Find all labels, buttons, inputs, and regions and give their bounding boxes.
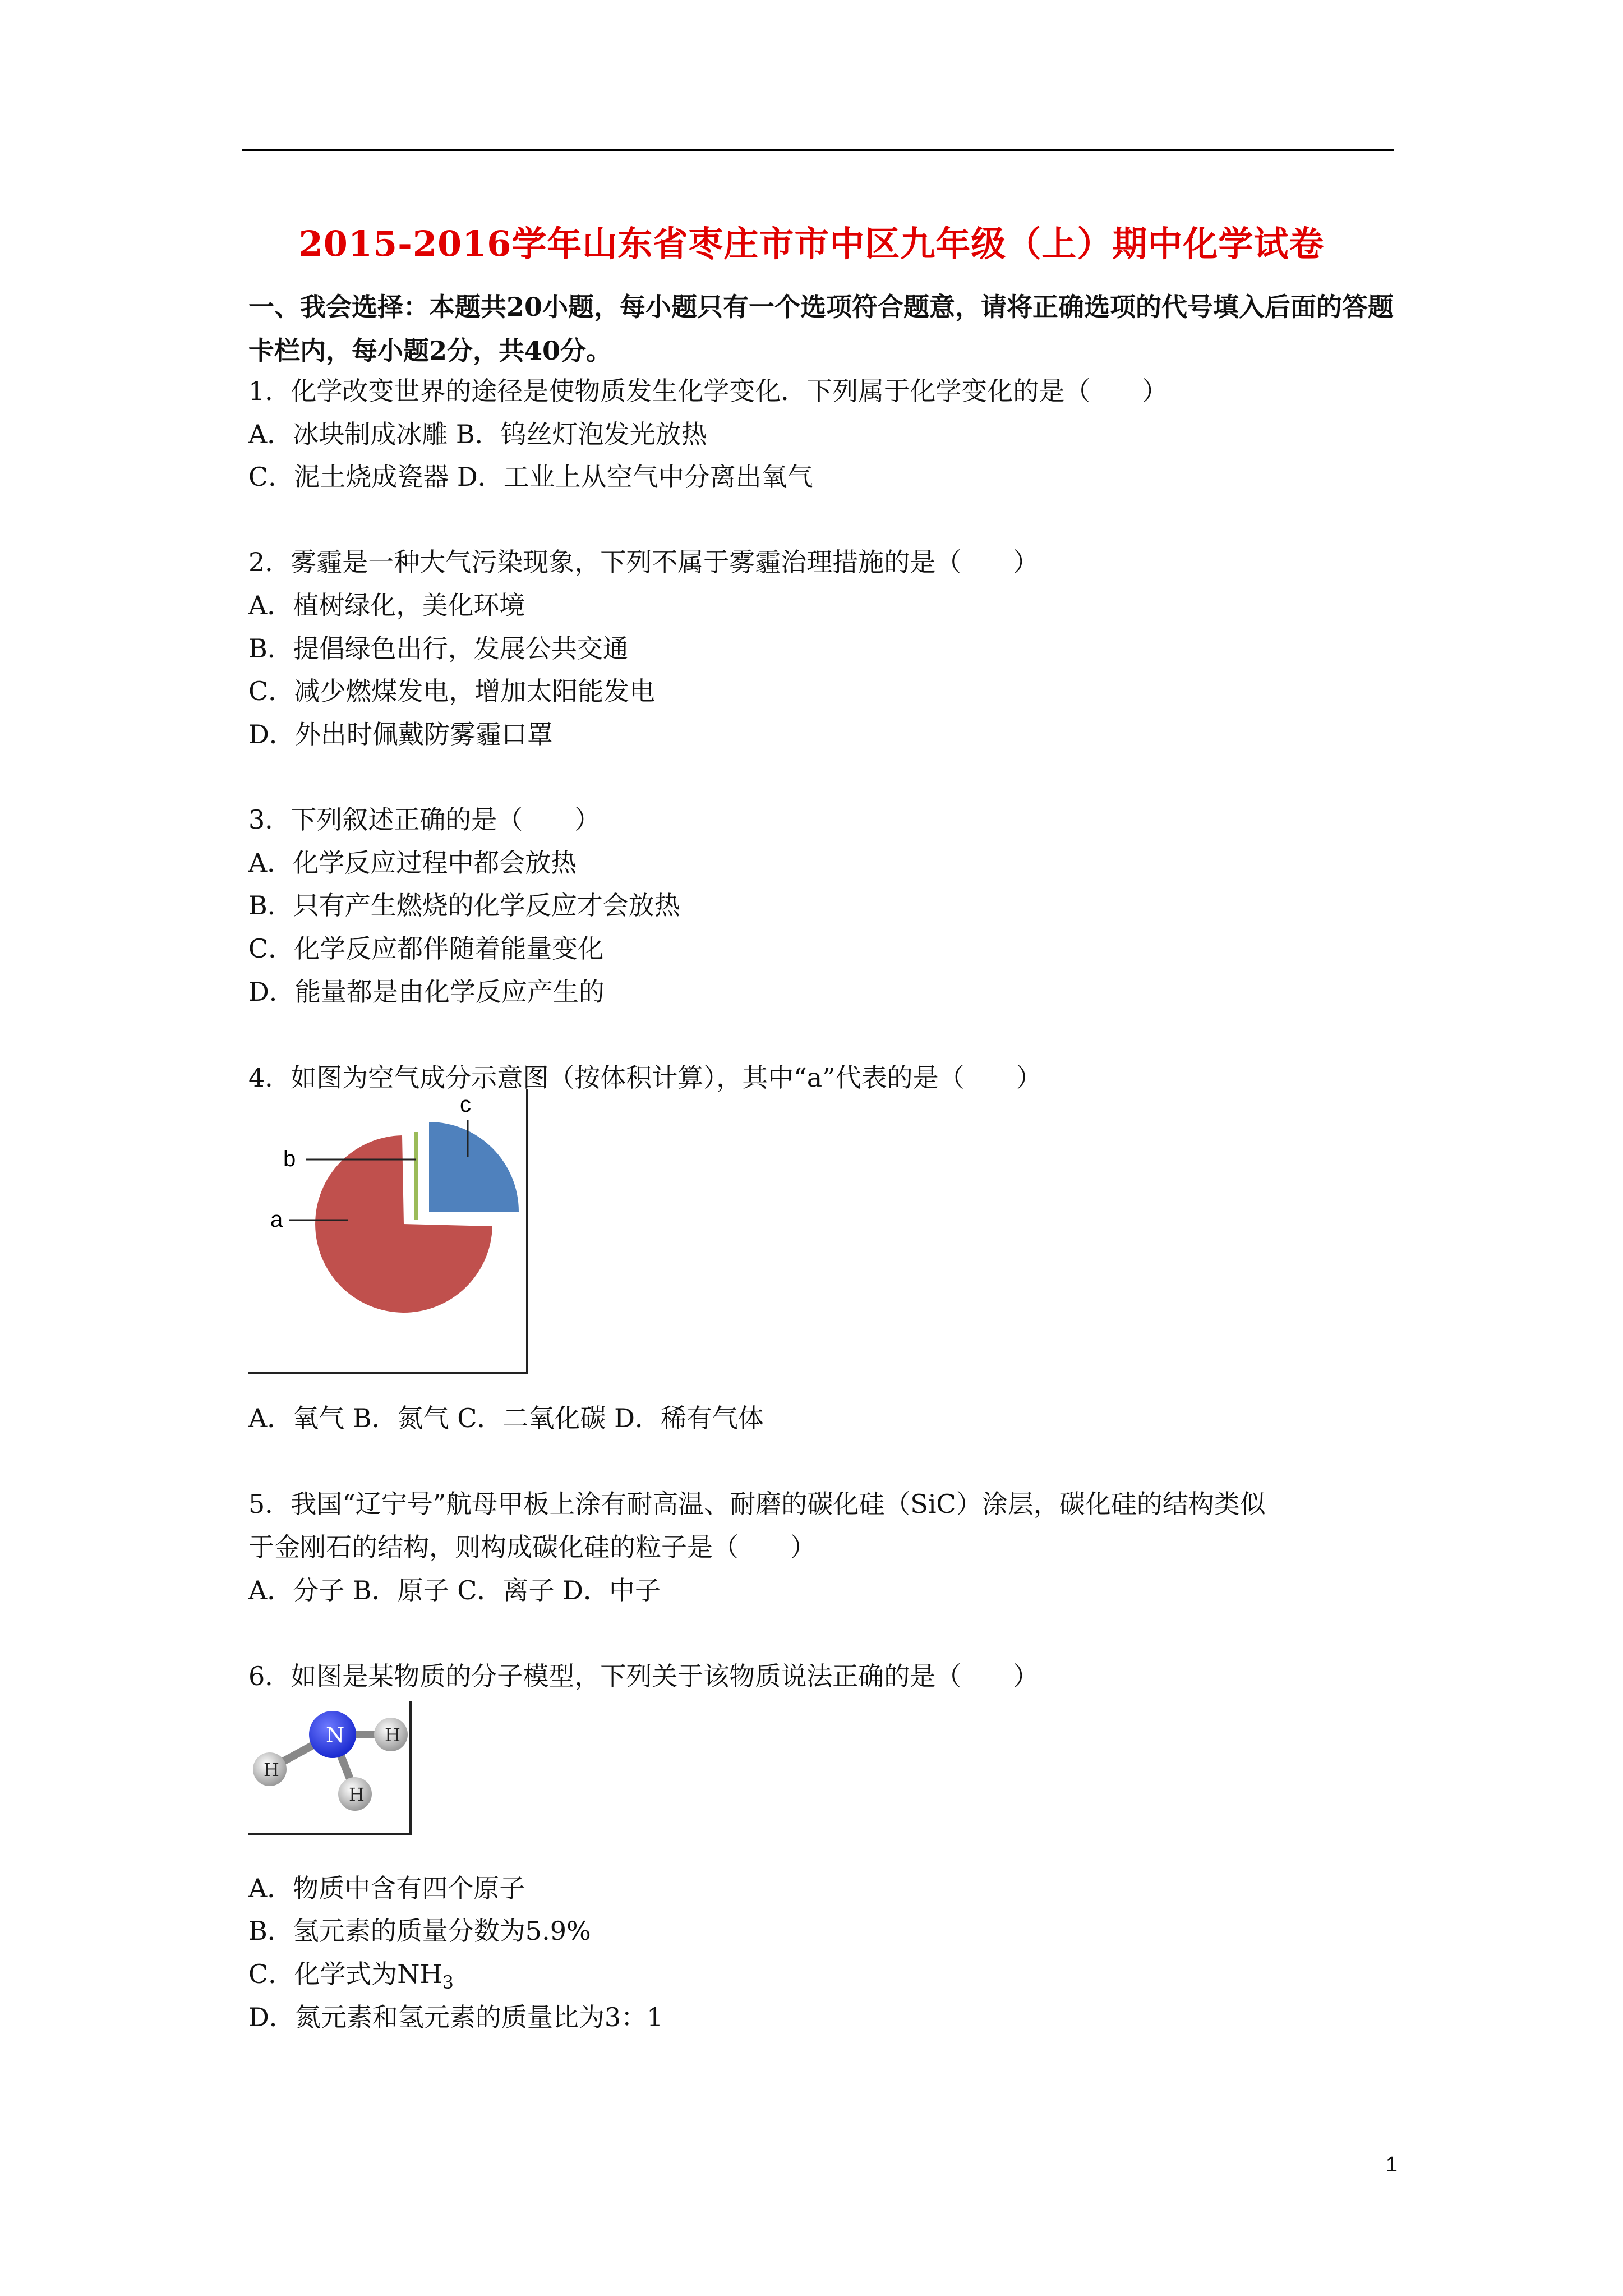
atom-label-n: N xyxy=(326,1723,345,1747)
q6-option-c-subscript: 3 xyxy=(442,1972,454,1993)
air-composition-figure xyxy=(236,1089,533,1384)
q6-option-a: A．物质中含有四个原子 xyxy=(248,1873,525,1903)
molecule-model xyxy=(248,1701,417,1837)
q2-stem: 2．雾霾是一种大气污染现象，下列不属于雾霾治理措施的是（ ） xyxy=(248,547,1039,577)
ammonia-molecule-figure xyxy=(248,1701,417,1837)
label-c: c xyxy=(460,1092,471,1117)
atom-label-h: H xyxy=(385,1724,400,1746)
pie-slice-b xyxy=(414,1132,418,1220)
q3-stem: 3．下列叙述正确的是（ ） xyxy=(248,804,601,835)
q3-option-b: B．只有产生燃烧的化学反应才会放热 xyxy=(248,890,680,921)
q2-option-c: C．减少燃煤发电，增加太阳能发电 xyxy=(248,676,656,706)
q1-options-cd: C．泥土烧成瓷器 D．工业上从空气中分离出氧气 xyxy=(248,462,813,492)
q5-stem-line1: 5．我国“辽宁号”航母甲板上涂有耐高温、耐磨的碳化硅（SiC）涂层，碳化硅的结构类似 xyxy=(248,1489,1266,1519)
q2-option-b: B．提倡绿色出行，发展公共交通 xyxy=(248,633,629,664)
pie-slice-c xyxy=(429,1122,519,1212)
q3-option-a: A．化学反应过程中都会放热 xyxy=(248,848,577,878)
q2-option-d: D．外出时佩戴防雾霾口罩 xyxy=(248,719,553,749)
label-a: a xyxy=(270,1207,283,1232)
q4-options: A．氧气 B．氮气 C．二氧化碳 D．稀有气体 xyxy=(248,1403,764,1433)
q5-stem-line2: 于金刚石的结构，则构成碳化硅的粒子是（ ） xyxy=(248,1532,816,1562)
q6-option-d: D．氮元素和氢元素的质量比为3：1 xyxy=(248,2002,663,2032)
page-number: 1 xyxy=(1385,2153,1398,2177)
section-heading: 一、我会选择：本题共20小题，每小题只有一个选项符合题意，请将正确选项的代号填入后面的答题卡栏内，每小题2分，共40分。 xyxy=(248,292,1394,366)
q5-options: A．分子 B．原子 C．离子 D．中子 xyxy=(248,1575,661,1605)
header-rule xyxy=(242,149,1394,151)
q6-option-c xyxy=(248,1957,454,1991)
air-composition-pie xyxy=(236,1089,533,1384)
q4-stem: 4．如图为空气成分示意图（按体积计算），其中“a”代表的是（ ） xyxy=(248,1062,1042,1093)
q1-options-ab: A．冰块制成冰雕 B．钨丝灯泡发光放热 xyxy=(248,419,707,449)
label-b: b xyxy=(283,1147,296,1171)
q1-stem: 1．化学改变世界的途径是使物质发生化学变化．下列属于化学变化的是（ ） xyxy=(248,376,1168,406)
atom-label-h: H xyxy=(349,1784,365,1805)
q3-option-c: C．化学反应都伴随着能量变化 xyxy=(248,933,604,964)
q6-option-c-text: C．化学式为NH xyxy=(248,1959,442,1989)
q6-option-b: B．氢元素的质量分数为5.9% xyxy=(248,1916,591,1946)
q3-option-d: D．能量都是由化学反应产生的 xyxy=(248,977,605,1007)
q2-option-a: A．植树绿化，美化环境 xyxy=(248,590,525,620)
atom-label-h: H xyxy=(264,1759,279,1780)
q6-stem: 6．如图是某物质的分子模型，下列关于该物质说法正确的是（ ） xyxy=(248,1661,1039,1691)
page-title: 2015-2016学年山东省枣庄市市中区九年级（上）期中化学试卷 xyxy=(298,223,1325,264)
